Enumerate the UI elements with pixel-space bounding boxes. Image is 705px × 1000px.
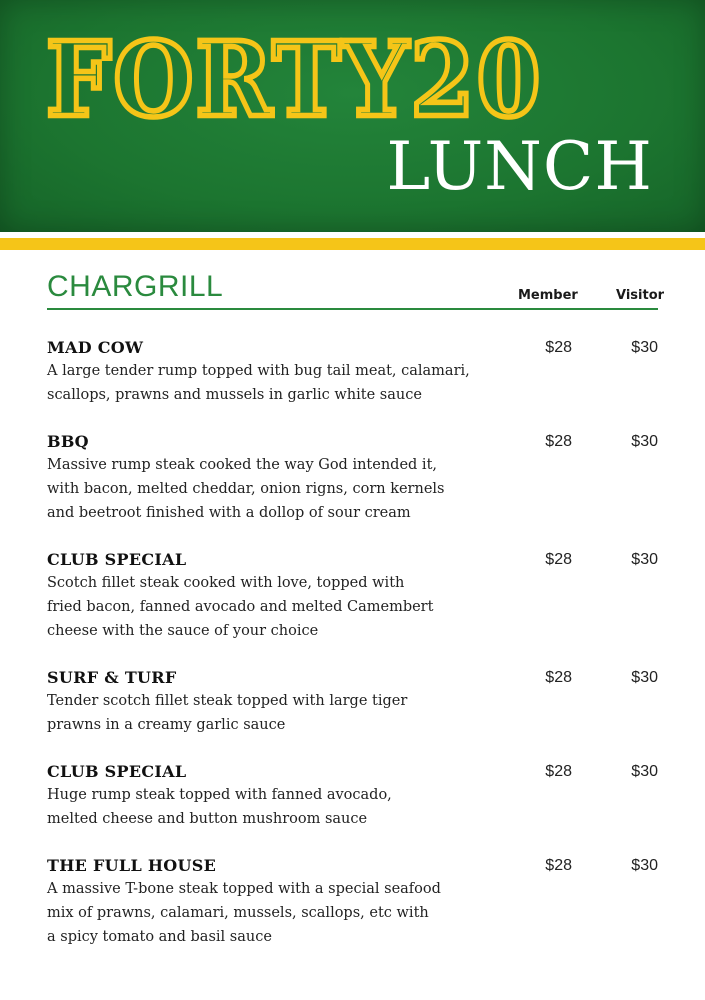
description-line: with bacon, melted cheddar, onion rigns, corn kernels (47, 481, 445, 497)
description-line: and beetroot finished with a dollop of sour cream (47, 505, 411, 521)
gold-stripe (0, 238, 705, 250)
menu-item-club-special (47, 549, 658, 643)
member-price: $28 (545, 763, 572, 780)
item-name: MAD COW (47, 338, 144, 357)
visitor-price: $30 (631, 763, 658, 780)
description-line: prawns in a creamy garlic sauce (47, 717, 286, 733)
visitor-price: $30 (631, 857, 658, 874)
item-description (47, 689, 477, 737)
description-line: Scotch fillet steak cooked with love, topped with (47, 575, 405, 591)
member-price: $28 (545, 857, 572, 874)
item-description (47, 453, 477, 525)
member-price: $28 (545, 551, 572, 568)
item-description (47, 359, 477, 407)
menu-item-club-special-2 (47, 761, 658, 831)
description-line: fried bacon, fanned avocado and melted Camembert (47, 599, 434, 615)
member-price: $28 (545, 433, 572, 450)
section-title: CHARGRILL (47, 270, 224, 303)
item-name: BBQ (47, 432, 89, 451)
item-description (47, 783, 477, 831)
item-name: THE FULL HOUSE (47, 856, 217, 875)
brand-title: FORTY20 (46, 19, 543, 140)
item-description (47, 877, 477, 949)
menu-header (0, 0, 705, 232)
item-name: CLUB SPECIAL (47, 550, 187, 569)
menu-item-the-full-house (47, 855, 658, 949)
description-line: Huge rump steak topped with fanned avocado, (47, 787, 392, 803)
member-price: $28 (545, 339, 572, 356)
description-line: scallops, prawns and mussels in garlic white sauce (47, 387, 422, 403)
section-divider (47, 308, 658, 310)
visitor-price: $30 (631, 433, 658, 450)
description-line: mix of prawns, calamari, mussels, scallops, etc with (47, 905, 429, 921)
item-description (47, 571, 477, 643)
visitor-price: $30 (631, 339, 658, 356)
item-name: SURF & TURF (47, 668, 177, 687)
item-name: CLUB SPECIAL (47, 762, 187, 781)
menu-item-surf-and-turf (47, 667, 658, 737)
visitor-price: $30 (631, 669, 658, 686)
menu-item-mad-cow (47, 337, 658, 407)
description-line: cheese with the sauce of your choice (47, 623, 319, 639)
member-column-header: Member (518, 288, 578, 303)
description-line: A massive T-bone steak topped with a special seafood (47, 881, 441, 897)
menu-subtitle: LUNCH (386, 128, 653, 205)
member-price: $28 (545, 669, 572, 686)
description-line: A large tender rump topped with bug tail meat, calamari, (47, 363, 470, 379)
description-line: melted cheese and button mushroom sauce (47, 811, 368, 827)
visitor-column-header: Visitor (616, 288, 665, 303)
description-line: a spicy tomato and basil sauce (47, 929, 272, 945)
visitor-price: $30 (631, 551, 658, 568)
menu-item-bbq (47, 431, 658, 525)
description-line: Tender scotch fillet steak topped with large tiger (47, 693, 408, 709)
description-line: Massive rump steak cooked the way God intended it, (47, 457, 437, 473)
